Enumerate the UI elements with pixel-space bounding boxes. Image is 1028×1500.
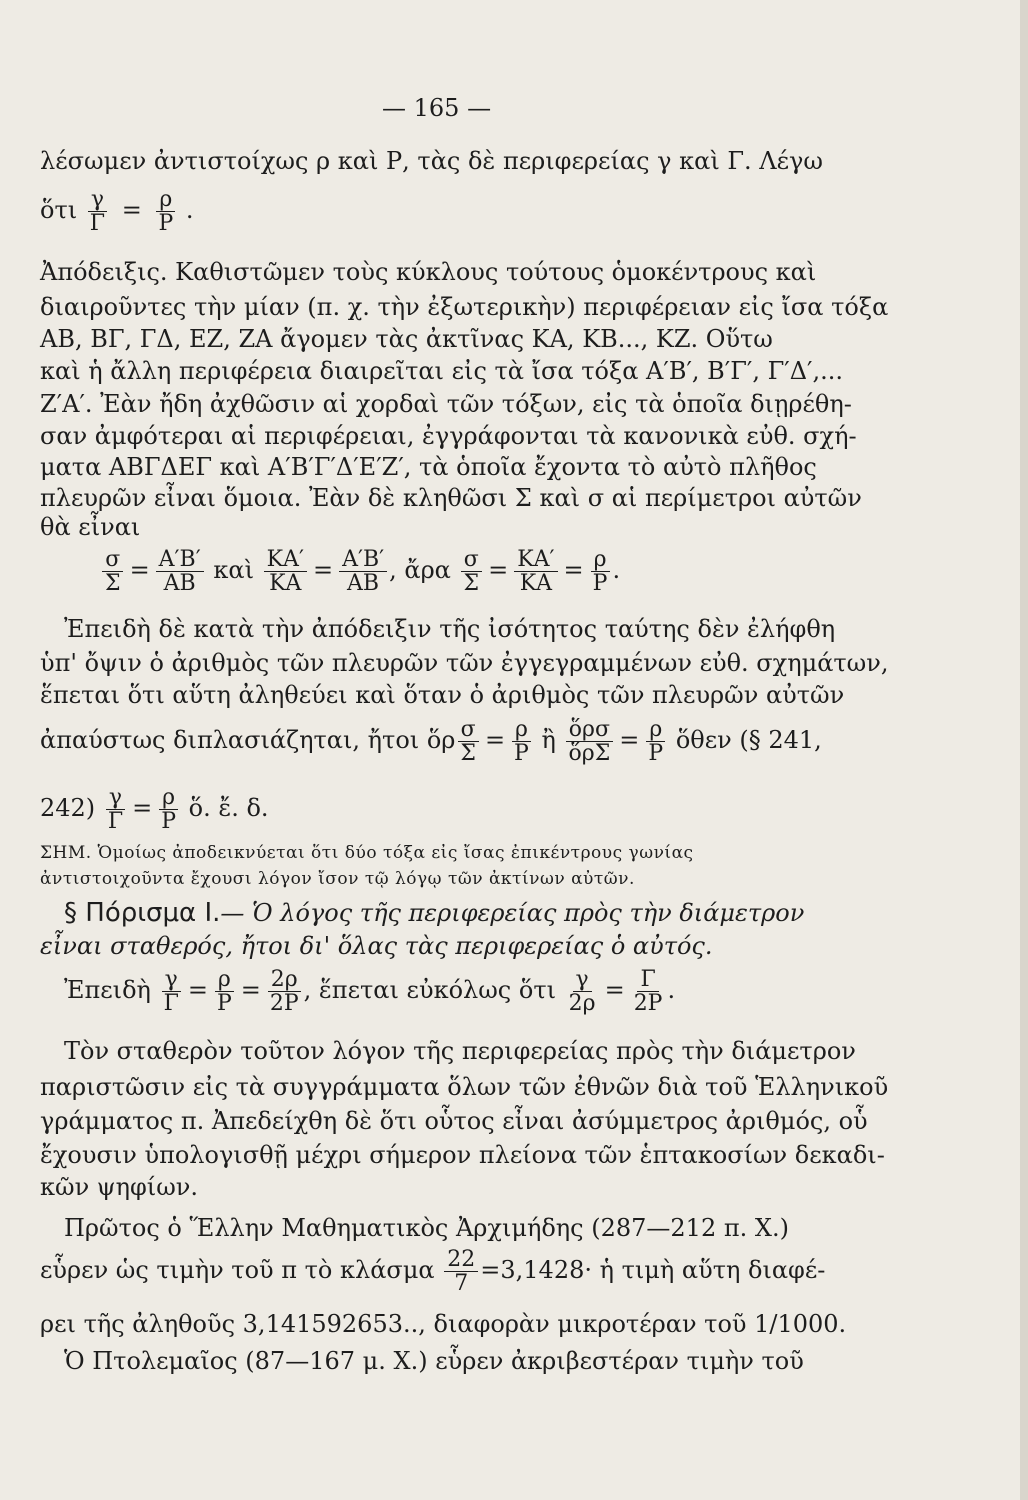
- fraction: [267, 968, 302, 1015]
- text-fragment: ὅτι: [40, 196, 78, 225]
- denominator: ὅρΣ: [568, 741, 611, 767]
- note-line: ΣΗΜ. Ὁμοίως ἀποδεικνύεται ὅτι δύο τόξα εἰς ἴσας ἐπικέντρους γωνίας: [40, 843, 694, 863]
- text-fragment: , ἕπεται εὐκόλως ὅτι: [303, 976, 556, 1005]
- fraction: [590, 548, 611, 595]
- equation-line: [40, 1248, 825, 1295]
- numerator: ρ: [215, 968, 234, 992]
- numerator: 2ρ: [268, 968, 301, 992]
- page-number: — 165 —: [382, 94, 492, 122]
- text-line: πλευρῶν εἶναι ὅμοια. Ἐὰν δὲ κληθῶσι Σ καὶ σ αἱ περίμετροι αὐτῶν: [40, 484, 862, 512]
- text-line: ἔχουσιν ὑπολογισθῇ μέχρι σήμερον πλείονα τῶν ἑπτακοσίων δεκαδι-: [40, 1141, 885, 1169]
- text-line: ρει τῆς ἀληθοῦς 3,141592653.., διαφορὰν μικροτέραν τοῦ 1/1000.: [40, 1310, 847, 1338]
- denominator: Ρ: [592, 571, 608, 597]
- denominator: Σ: [460, 741, 476, 767]
- denominator: Ρ: [648, 741, 664, 767]
- denominator: 2Ρ: [269, 991, 299, 1017]
- fraction: [631, 968, 666, 1015]
- text-fragment: .: [612, 556, 621, 585]
- denominator: Γ: [107, 809, 124, 835]
- denominator: 7: [454, 1271, 469, 1297]
- fraction: [514, 548, 557, 595]
- text-line: διαιροῦντες τὴν μίαν (π. χ. τὴν ἐξωτερικὴν) περιφέρειαν εἰς ἴσα τόξα: [40, 293, 889, 321]
- equation-line: ἀπαύστως διπλασιάζηται, ἤτοι ὅρ $\frac{\sigma}{\Sigma}$ = $\frac{\rho}{P}$ ἢ $\frac{\text{ὅρσ}}{\text{ὅρΣ}}$ = $\frac{\rho}{P}$ ὅθεν (§ 241,: [40, 717, 822, 767]
- equation-line: 242) $\frac{\gamma}{\Gamma}$ = $\frac{\rho}{P}$ ὅ. ἔ. δ.: [40, 785, 269, 835]
- text-fragment: Ἐπειδὴ: [64, 976, 151, 1005]
- text-fragment: , ἄρα: [389, 556, 451, 585]
- numerator: σ: [102, 548, 123, 572]
- numerator: γ: [88, 188, 107, 212]
- text-line: Τὸν σταθερὸν τοῦτον λόγον τῆς περιφερείας πρὸς τὴν διάμετρον: [64, 1037, 856, 1065]
- text-line: Ζ′Α′. Ἐὰν ἤδη ἀχθῶσιν αἱ χορδαὶ τῶν τόξων, εἰς τὰ ὁποῖα διῃρέθη-: [40, 390, 852, 418]
- fraction: [102, 548, 124, 595]
- text-line: ματα ΑΒΓΔΕΓ καὶ Α′Β′Γ′Δ′Ε′Ζ′, τὰ ὁποῖα ἔχοντα τὸ αὐτὸ πλῆθος: [40, 453, 817, 481]
- text-fragment: εὗρεν ὡς τιμὴν τοῦ π τὸ κλάσμα: [40, 1256, 435, 1285]
- numerator: σ: [461, 548, 482, 572]
- text-fragment: ἀπαύστως διπλασιάζηται, ἤτοι ὅρ: [40, 726, 456, 755]
- denominator: ΑΒ: [347, 571, 380, 597]
- text-line: γράμματος π. Ἀπεδείχθη δὲ ὅτι οὗτος εἶναι ἀσύμμετρος ἀριθμός, οὗ: [40, 1107, 868, 1135]
- fraction: [457, 718, 479, 765]
- denominator: Ρ: [514, 741, 529, 767]
- text-line: Πρῶτος ὁ Ἕλλην Μαθηματικὸς Ἀρχιμήδης (287—212 π. Χ.): [64, 1214, 789, 1242]
- fraction: [161, 968, 182, 1015]
- text-fragment: ὅ. ἔ. δ.: [188, 794, 269, 823]
- numerator: γ: [573, 968, 592, 992]
- fraction: [645, 718, 666, 765]
- equation-line: ὅτι $\frac{\gamma}{\Gamma}$ = $\frac{\rho}{P}$ .: [40, 187, 194, 237]
- fraction: [566, 968, 599, 1015]
- denominator: Γ: [89, 211, 106, 237]
- text-line: λέσωμεν ἀντιστοίχως ρ καὶ Ρ, τὰς δὲ περιφερείας γ καὶ Γ. Λέγω: [40, 147, 823, 175]
- numerator: γ: [162, 968, 181, 992]
- denominator: ΑΒ: [163, 571, 196, 597]
- note-line: ἀντιστοιχοῦντα ἔχουσι λόγον ἴσον τῷ λόγῳ τῶν ἀκτίνων αὐτῶν.: [40, 869, 635, 889]
- fraction: [566, 718, 614, 765]
- equation-line: Ἐπειδὴ $\frac{\gamma}{\Gamma}$ = $\frac{\rho}{P}$ = $\frac{2\rho}{2P}$ , ἕπεται εὐκόλως ὅτι $\frac{\gamma}{2\rho}$ = $\frac{\Gamma}{2P}$ .: [64, 967, 676, 1017]
- text-fragment: =3,1428· ἡ τιμὴ αὕτη διαφέ-: [480, 1256, 826, 1285]
- text-line: ἕπεται ὅτι αὕτη ἀληθεύει καὶ ὅταν ὁ ἀριθμὸς τῶν πλευρῶν αὐτῶν: [40, 681, 845, 709]
- text-line: Ἐπειδὴ δὲ κατὰ τὴν ἀπόδειξιν τῆς ἰσότητος ταύτης δὲν ἐλήφθη: [64, 615, 836, 643]
- text-line: ὑπ' ὄψιν ὁ ἀριθμὸς τῶν πλευρῶν τῶν ἐγγεγραμμένων εὐθ. σχημάτων,: [40, 649, 889, 677]
- text-fragment: 242): [40, 794, 96, 823]
- text-fragment: .: [667, 976, 676, 1005]
- denominator: Ρ: [161, 809, 176, 835]
- numerator: γ: [106, 786, 125, 810]
- denominator: ΚΑ: [269, 571, 302, 597]
- fraction: [87, 188, 108, 235]
- text-line: Ὁ Πτολεμαῖος (87—167 μ. Χ.) εὗρεν ἀκριβεστέραν τιμὴν τοῦ: [64, 1347, 804, 1375]
- numerator: ΚΑ′: [264, 548, 307, 572]
- fraction: [461, 548, 483, 595]
- text-fragment: — Ὁ λόγος τῆς περιφερείας πρὸς τὴν διάμετρον: [220, 899, 805, 927]
- fraction: [264, 548, 307, 595]
- text-line: σαν ἀμφότεραι αἱ περιφέρειαι, ἐγγράφονται τὰ κανονικὰ εὐθ. σχή-: [40, 422, 857, 450]
- numerator: ρ: [156, 188, 175, 212]
- fraction: [155, 188, 176, 235]
- text-fragment: ὅθεν (§ 241,: [675, 726, 822, 755]
- numerator: ρ: [591, 548, 610, 572]
- fraction: [105, 786, 126, 833]
- text-line: [40, 258, 860, 286]
- fraction: [158, 786, 179, 833]
- denominator: Σ: [105, 571, 121, 597]
- fraction: [511, 718, 532, 765]
- section-title: § Πόρισμα Ι.: [64, 898, 221, 928]
- numerator: σ: [458, 718, 479, 742]
- text-line: παριστῶσιν εἰς τὰ συγγράμματα ὅλων τῶν ἐθνῶν διὰ τοῦ Ἑλληνικοῦ: [40, 1073, 889, 1101]
- denominator: Ρ: [158, 211, 174, 237]
- text-line: κῶν ψηφίων.: [40, 1173, 198, 1201]
- denominator: Γ: [163, 991, 179, 1017]
- text-fragment: εἶναι σταθερός, ἤτοι δι' ὅλας τὰς περιφερείας ὁ αὐτός.: [40, 932, 713, 960]
- numerator: Α′Β′: [339, 548, 387, 572]
- fraction: [156, 548, 204, 595]
- numerator: ὅρσ: [566, 718, 613, 742]
- denominator: Ρ: [216, 991, 232, 1017]
- equation-line: $\frac{\sigma}{\Sigma}$ = $\frac{A'B'}{AB}$ καὶ $\frac{KA'}{KA}$ = $\frac{A'B'}{AB}$ , ἄρα $\frac{\sigma}{\Sigma}$ = $\frac{KA'}{KA}$ = $\frac{\rho}{P}$ .: [100, 548, 620, 595]
- corollary-heading: [64, 898, 804, 928]
- fraction: [339, 548, 387, 595]
- fraction: [214, 968, 235, 1015]
- text-line: ΑΒ, ΒΓ, ΓΔ, ΕΖ, ΖΑ ἄγομεν τὰς ἀκτῖνας ΚΑ, ΚΒ..., ΚΖ. Οὕτω: [40, 325, 773, 353]
- denominator: ΚΑ: [519, 571, 553, 597]
- numerator: Α′Β′: [156, 548, 204, 572]
- numerator: ρ: [512, 718, 531, 742]
- text-line: [40, 932, 713, 960]
- numerator: ΚΑ′: [514, 548, 557, 572]
- text-fragment: ἢ: [541, 726, 556, 755]
- fraction: [444, 1248, 478, 1295]
- text-fragment: καὶ: [213, 556, 254, 585]
- text-fragment: .: [185, 196, 194, 225]
- denominator: 2Ρ: [633, 991, 663, 1017]
- page-edge: [1020, 0, 1028, 1500]
- text-line: καὶ ἡ ἄλλη περιφέρεια διαιρεῖται εἰς τὰ ἴσα τόξα Α′Β′, Β′Γ′, Γ′Δ′,...: [40, 357, 844, 385]
- denominator: 2ρ: [568, 991, 596, 1017]
- numerator: Γ: [637, 968, 658, 992]
- denominator: Σ: [463, 571, 480, 597]
- numerator: ρ: [159, 786, 178, 810]
- numerator: 22: [444, 1248, 478, 1272]
- numerator: ρ: [646, 718, 665, 742]
- text-line: θὰ εἶναι: [40, 513, 141, 541]
- text-fragment: Ἀπόδειξις. Καθιστῶμεν τοὺς κύκλους τούτους ὁμοκέντρους καὶ: [40, 258, 817, 286]
